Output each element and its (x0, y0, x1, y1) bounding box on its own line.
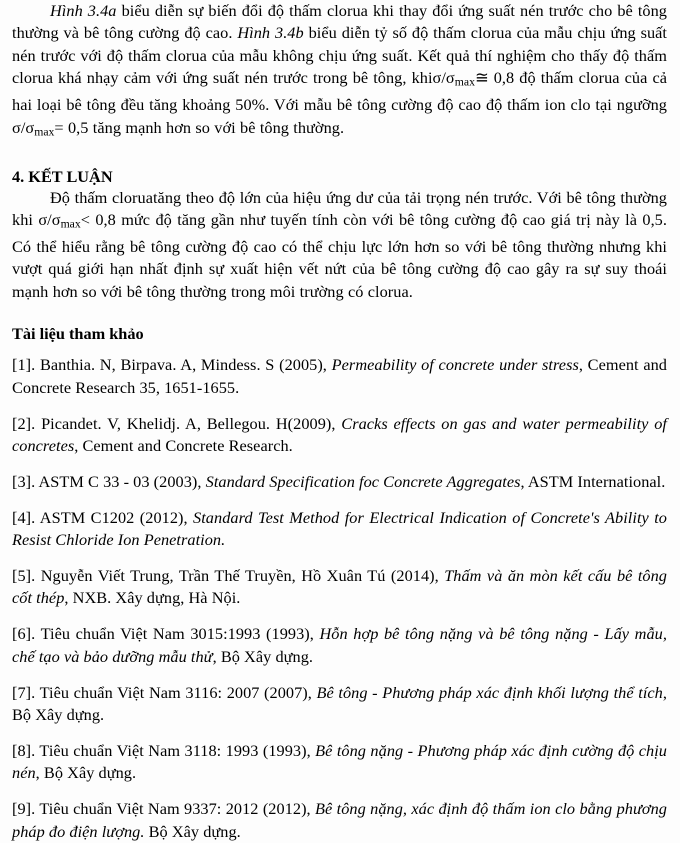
figure-ref-3-4b: Hình 3.4b (237, 23, 304, 43)
reference-item (12, 507, 667, 552)
references-heading: Tài liệu tham khảo (12, 324, 144, 344)
sigma-ratio-symbol: σ/σ (432, 68, 455, 88)
reference-authors: Nguyễn Viết Trung, Trần Thế Truyền, Hồ Xuân Tú (2014), (35, 566, 445, 586)
sigma-max-subscript: max (454, 75, 475, 89)
reference-source: , Cement and Concrete Research 35, 1651-1655. (12, 355, 667, 397)
reference-source: , Bộ Xây dựng. (12, 682, 667, 725)
reference-source: , NXB. Xây dựng, Hà Nội. (64, 588, 241, 608)
reference-number: [5]. (12, 566, 36, 586)
reference-authors: ASTM C 33 - 03 (2003), (35, 471, 206, 491)
reference-title: Cracks effects on gas and water permeability of concretes (12, 413, 667, 455)
intro-segment-1: biểu diễn sự biến đổi độ thấm clorua khi thay đổi ứng suất nén trước cho bê tông thường và bê tông cường độ cao. (12, 1, 667, 43)
reference-number: [1]. (12, 355, 36, 375)
intro-segment-2: biểu diễn tỷ số độ thấm clorua của mẫu chịu ứng suất nén trước với độ thấm clorua của mẫu không chịu ứng suất. Kết quả thí nghiệm cho thấy độ thấm clorua khá nhạy cảm với ứng suất nén trước trong bê tông, khi (12, 23, 668, 88)
figure-ref-3-4a: Hình 3.4a (50, 1, 117, 20)
reference-title: Thấm và ăn mòn kết cấu bê tông cốt thép (12, 566, 667, 608)
reference-item (12, 682, 667, 727)
reference-source: , ASTM International. (520, 471, 666, 491)
sigma-max-subscript: max (60, 217, 81, 231)
reference-item (12, 565, 667, 610)
reference-title: Standard Test Method for Electrical Indication of Concrete's Ability to Resist Chloride Ion Penetration. (12, 507, 667, 550)
reference-source: , Cement and Concrete Research. (74, 435, 293, 455)
reference-source: , Bộ Xây dựng. (35, 763, 137, 783)
reference-authors: Tiêu chuẩn Việt Nam 3118: 1993 (1993), (35, 740, 316, 760)
reference-item (12, 471, 667, 493)
reference-authors: Tiêu chuẩn Việt Nam 3015:1993 (1993), (35, 624, 320, 644)
references-list (12, 354, 667, 843)
reference-title: Bê tông nặng, xác định độ thấm ion clo bằng phương pháp đo điện lượng. (12, 799, 667, 841)
reference-number: [3]. (12, 471, 36, 491)
sigma-max-subscript: max (34, 125, 55, 139)
intro-paragraph (12, 0, 667, 144)
reference-authors: Tiêu chuẩn Việt Nam 3116: 2007 (2007), (35, 682, 317, 702)
reference-item (12, 740, 667, 785)
reference-number: [9]. (12, 799, 36, 819)
formula-sigma-ratio-1 (433, 68, 489, 87)
reference-authors: Picandet. V, Khelidj. A, Bellegou. H(2009), (35, 413, 342, 433)
reference-item (12, 413, 667, 458)
reference-authors: Banthia. N, Birpava. A, Mindess. S (2005), (35, 355, 332, 375)
reference-number: [2]. (12, 413, 36, 433)
formula-sigma-ratio-3 (38, 210, 90, 229)
reference-number: [7]. (12, 682, 36, 702)
reference-authors: ASTM C1202 (2012), (35, 507, 194, 527)
reference-authors: Tiêu chuẩn Việt Nam 9337: 2012 (2012), (35, 799, 316, 819)
reference-title: Hỗn hợp bê tông nặng và bê tông nặng - Lấy mẫu, chế tạo và bảo dưỡng mẫu thử (12, 624, 667, 666)
reference-title: Permeability of concrete under stress (331, 355, 579, 375)
sigma-ratio-symbol: σ/σ (12, 117, 35, 137)
spacer (12, 303, 667, 323)
reference-source: , Bộ Xây dựng. (212, 646, 314, 666)
reference-number: [6]. (12, 624, 36, 644)
reference-item (12, 798, 667, 843)
reference-number: [8]. (12, 740, 36, 760)
relation-operator: ≅ (474, 68, 489, 88)
formula-sigma-ratio-2 (12, 118, 64, 137)
reference-item (12, 354, 667, 399)
relation-operator: = (54, 117, 64, 137)
intro-segment-4: 0,5 tăng mạnh hơn so với bê tông thường. (63, 117, 345, 137)
reference-source: Bộ Xây dựng. (144, 821, 241, 841)
conclusion-segment-2: 0,8 mức độ tăng gần như tuyến tính còn với bê tông cường độ cao giá trị này là 0,5. Có thể hiểu rằng bê tông cường độ cao có thể chịu lực lớn hơn so với bê tông thường nhưng khi vượt quá giới hạn nhất định sự xuất hiện vết nứt của bê tông cường độ cao gây ra sự suy thoái mạnh hơn so với bê tông thường trong môi trường có clorua. (12, 210, 667, 301)
reference-item (12, 623, 667, 668)
reference-title: Bê tông nặng - Phương pháp xác định cường độ chịu nén (12, 740, 667, 783)
conclusion-segment-1: Độ thấm cloruatăng theo độ lớn của hiệu ứng dư của tải trọng nén trước. Với bê tông thường khi (12, 187, 667, 229)
conclusion-heading: 4. KẾT LUẬN (12, 166, 113, 186)
intro-segment-3: 0,8 độ thấm clorua của cả hai loại bê tông đều tăng khoảng 50%. Với mẫu bê tông cường độ cao độ thấm ion clo tại ngưỡng (12, 68, 667, 115)
reference-number: [4]. (12, 507, 36, 527)
spacer (12, 344, 667, 354)
spacer (12, 144, 667, 166)
sigma-ratio-symbol: σ/σ (38, 210, 61, 229)
relation-operator: < (80, 210, 90, 229)
conclusion-paragraph (12, 187, 667, 304)
reference-title: Standard Specification foc Concrete Aggregates (205, 471, 521, 491)
reference-title: Bê tông - Phương pháp xác định khối lượng thể tích (316, 682, 663, 702)
